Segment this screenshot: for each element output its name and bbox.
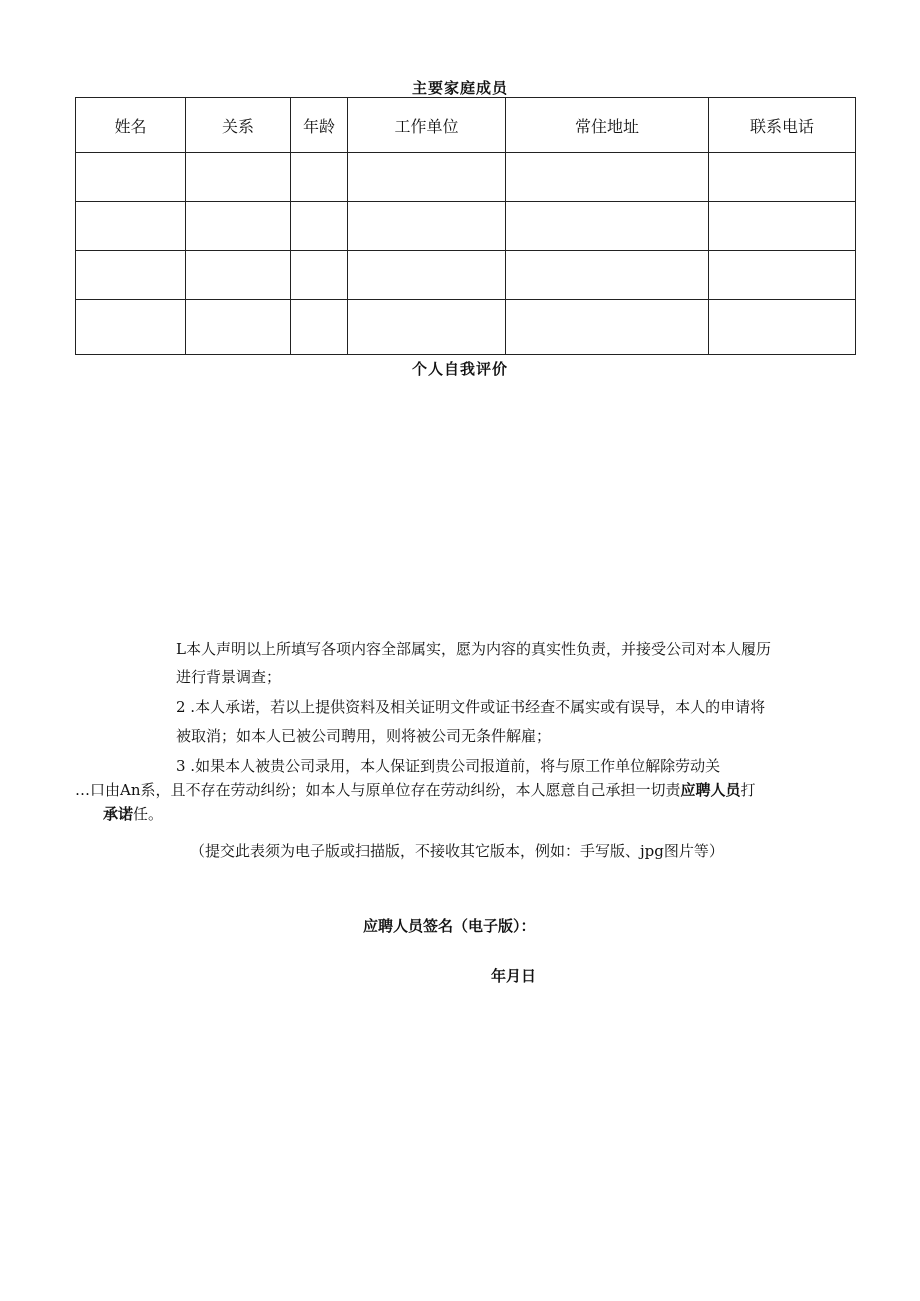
cell-name[interactable]: [76, 251, 186, 300]
cell-phone[interactable]: [709, 153, 856, 202]
declaration-item2-line1: 2 .本人承诺，若以上提供资料及相关证明文件或证书经查不属实或有误导，本人的申请将: [176, 698, 766, 716]
family-members-table: [75, 97, 856, 355]
cell-address[interactable]: [506, 202, 709, 251]
cell-address[interactable]: [506, 153, 709, 202]
cell-relation[interactable]: [186, 153, 291, 202]
declaration-item3-line1: 3 .如果本人被贵公司录用，本人保证到贵公司报道前，将与原工作单位解除劳动关: [176, 757, 721, 775]
self-evaluation-title: 个人自我评价: [411, 360, 508, 378]
signature-date: 年月日: [491, 967, 537, 985]
cell-employer[interactable]: [348, 251, 506, 300]
declaration-item3-line2-text: …口由An系，且不存在劳动纠纷；如本人与原单位存在劳动纠纷，本人愿意自己承担一切责: [75, 781, 681, 799]
declaration-item3-line3-end: 任。: [133, 805, 164, 823]
declaration-item3-line2-end: 打: [740, 781, 756, 799]
cell-age[interactable]: [291, 251, 348, 300]
table-row: [76, 153, 856, 202]
declaration-applicant-bold: 应聘人员: [680, 781, 741, 799]
header-employer: 工作单位: [348, 98, 506, 153]
table-row: [76, 300, 856, 355]
signature-field[interactable]: [570, 917, 770, 939]
header-age: 年龄: [291, 98, 348, 153]
self-evaluation-area[interactable]: [75, 385, 855, 610]
header-relation: 关系: [186, 98, 291, 153]
cell-address[interactable]: [506, 300, 709, 355]
signature-label: 应聘人员签名（电子版）：: [363, 917, 536, 935]
family-section-title: 主要家庭成员: [411, 79, 508, 97]
cell-relation[interactable]: [186, 251, 291, 300]
table-row: [76, 202, 856, 251]
cell-phone[interactable]: [709, 300, 856, 355]
header-address: 常住地址: [506, 98, 709, 153]
cell-employer[interactable]: [348, 202, 506, 251]
header-phone: 联系电话: [709, 98, 856, 153]
cell-employer[interactable]: [348, 300, 506, 355]
cell-age[interactable]: [291, 153, 348, 202]
declaration-item2-line2: 被取消；如本人已被公司聘用，则将被公司无条件解雇；: [176, 727, 552, 745]
cell-age[interactable]: [291, 202, 348, 251]
header-name: 姓名: [76, 98, 186, 153]
cell-age[interactable]: [291, 300, 348, 355]
table-row: [76, 251, 856, 300]
cell-name[interactable]: [76, 300, 186, 355]
submission-note: （提交此表须为电子版或扫描版，不接收其它版本，例如：手写版、jpg图片等）: [190, 842, 724, 860]
declaration-item3-line3: [103, 805, 163, 823]
cell-employer[interactable]: [348, 153, 506, 202]
cell-relation[interactable]: [186, 300, 291, 355]
cell-name[interactable]: [76, 153, 186, 202]
declaration-item1-line1: L本人声明以上所填写各项内容全部属实，愿为内容的真实性负责，并接受公司对本人履历: [176, 640, 771, 658]
declaration-promise-bold: 承诺: [103, 805, 134, 823]
declaration-item1-line2: 进行背景调查；: [176, 668, 282, 686]
declaration-item3-line2: [75, 781, 756, 799]
cell-phone[interactable]: [709, 251, 856, 300]
table-header-row: [76, 98, 856, 153]
cell-address[interactable]: [506, 251, 709, 300]
cell-phone[interactable]: [709, 202, 856, 251]
cell-relation[interactable]: [186, 202, 291, 251]
cell-name[interactable]: [76, 202, 186, 251]
